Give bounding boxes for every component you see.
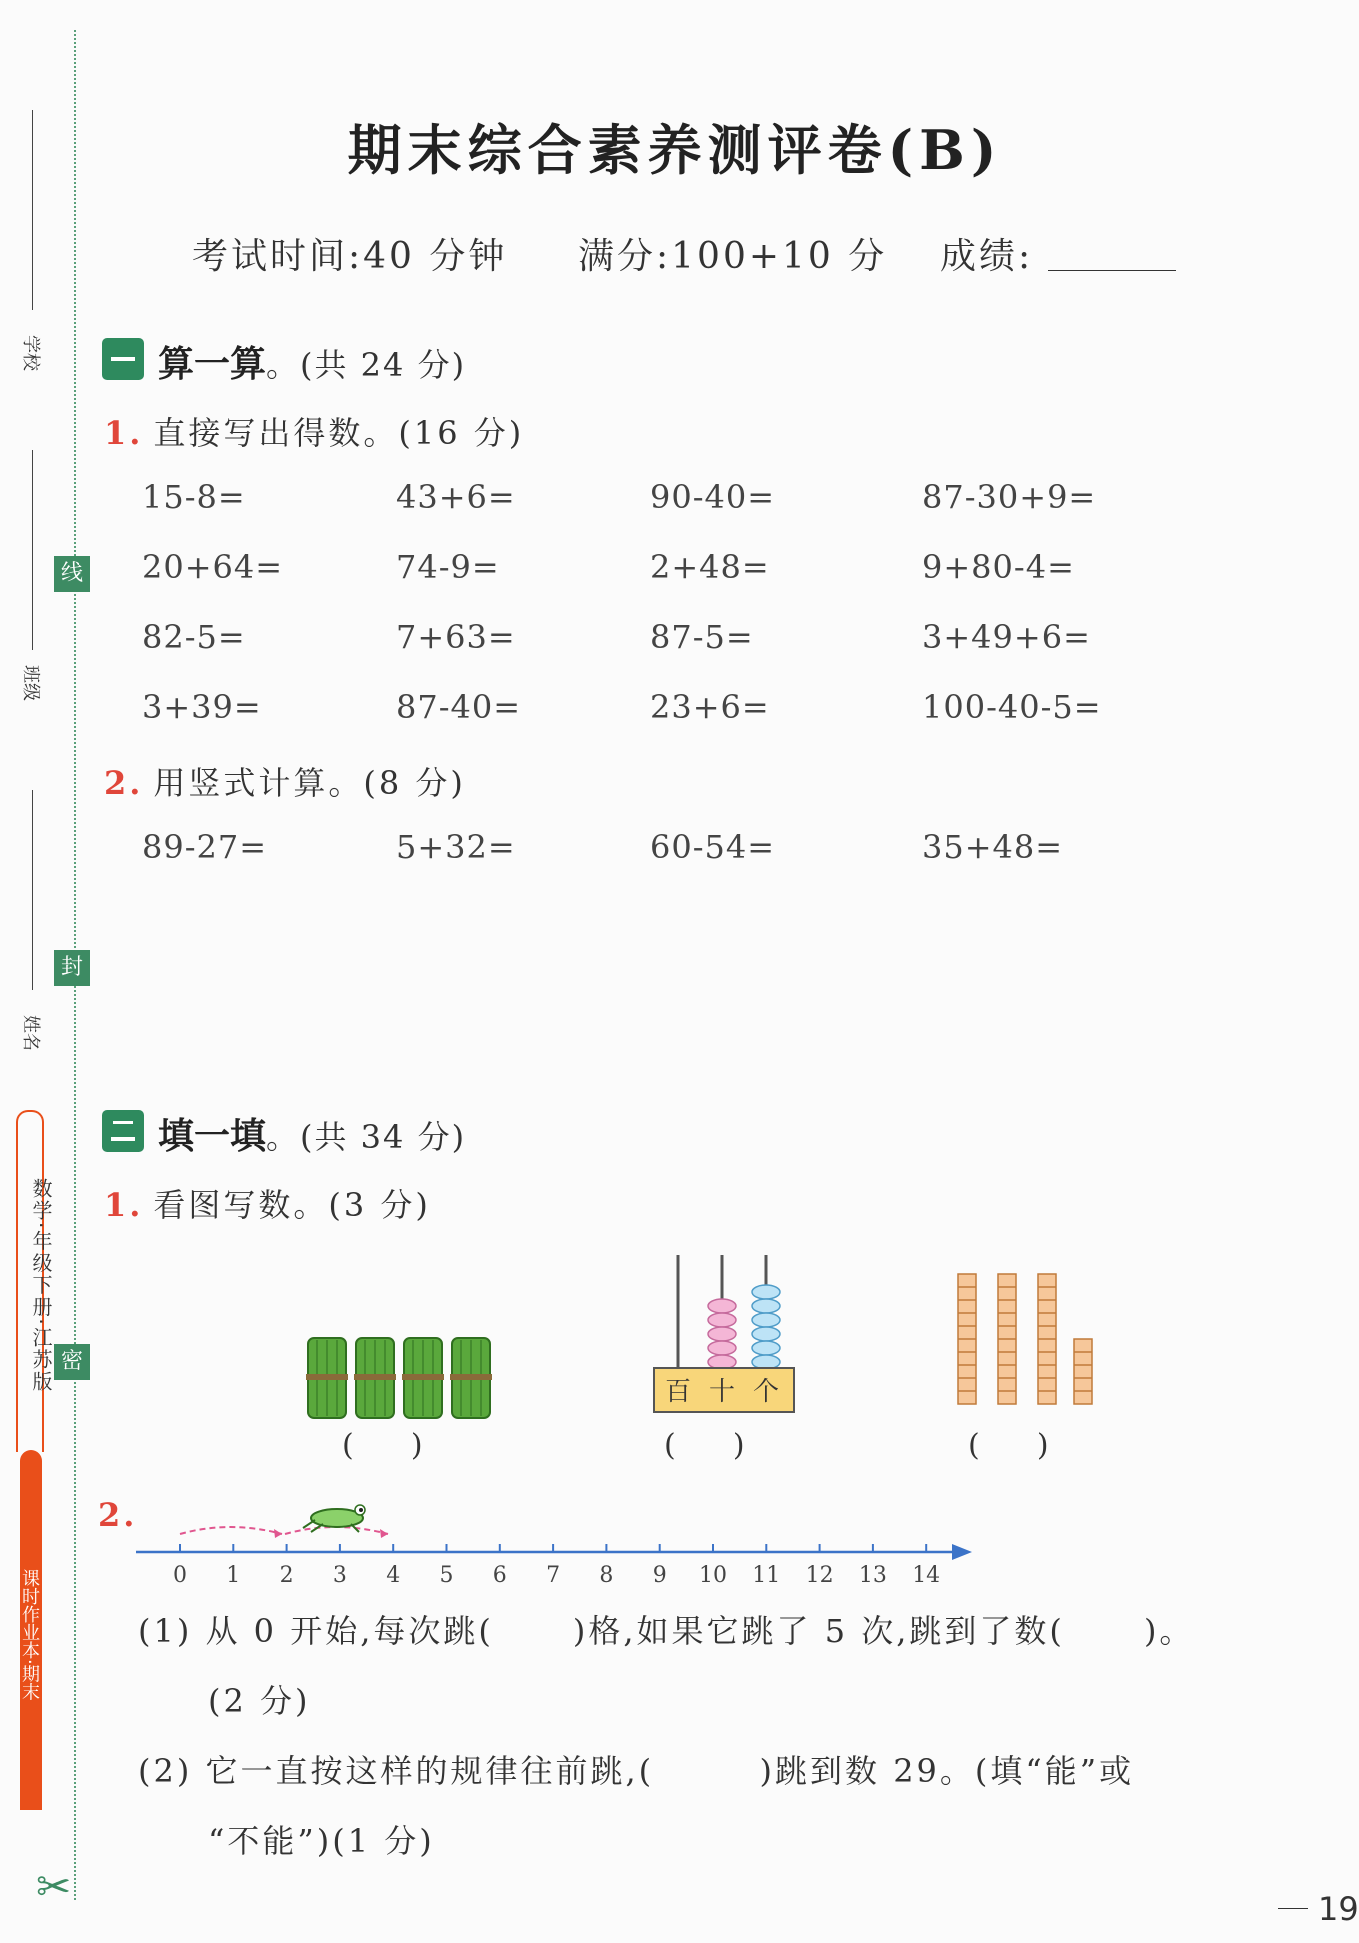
full-score: 满分:100+10 分 — [578, 236, 888, 277]
expr: 74-9= — [396, 548, 500, 586]
expr: 90-40= — [650, 478, 776, 516]
number-line-illustration — [130, 1490, 1000, 1590]
sidebar-label-school: 学校 — [20, 335, 41, 371]
abacus-illustration — [650, 1250, 800, 1415]
expr: 2+48= — [650, 548, 770, 586]
brand-text: 数学·年级下册·江苏版 — [29, 1177, 53, 1393]
answer-blank-abacus[interactable]: ( ) — [664, 1428, 745, 1463]
number-line-label: 7 — [546, 1563, 561, 1588]
stick-bundles-illustration — [300, 1320, 500, 1420]
abacus-label-hundreds: 百 — [664, 1377, 692, 1407]
expr: 100-40-5= — [922, 688, 1102, 726]
question-2-2-sub1: (1) 从 0 开始,每次跳( )格,如果它跳了 5 次,跳到了数( )。 — [138, 1612, 1195, 1650]
page-title: 期末综合素养测评卷(B) — [347, 118, 1003, 182]
answer-blank-blocks[interactable]: ( ) — [968, 1428, 1049, 1463]
scissors-icon: ✂ — [36, 1862, 72, 1911]
vertical-expr: 60-54= — [650, 828, 776, 866]
number-line-ticks — [173, 1544, 940, 1588]
question-1-2: 2. 用竖式计算。(8 分) — [104, 764, 466, 802]
number-line-label: 10 — [699, 1563, 727, 1588]
base-ten-blocks-illustration — [950, 1270, 1100, 1410]
expr: 20+64= — [142, 548, 284, 586]
section-badge-one — [102, 338, 144, 380]
number-line-label: 1 — [226, 1563, 241, 1588]
expr: 3+49+6= — [922, 618, 1091, 656]
section-two-title: 填一填。(共 34 分) — [158, 1116, 467, 1157]
section-one-title: 算一算。(共 24 分) — [158, 344, 467, 385]
tag-secret: 密 — [54, 1344, 90, 1380]
ten-rod — [998, 1274, 1016, 1404]
expr: 15-8= — [142, 478, 246, 516]
number-line-label: 4 — [386, 1563, 401, 1588]
vertical-expr: 35+48= — [922, 828, 1064, 866]
expr: 87-30+9= — [922, 478, 1097, 516]
question-1-1: 1. 直接写出得数。(16 分) — [104, 414, 525, 452]
sidebar-label-name: 姓名 — [20, 1015, 41, 1051]
expr: 23+6= — [650, 688, 770, 726]
expr: 43+6= — [396, 478, 516, 516]
sidebar-rule — [32, 790, 33, 990]
ten-rod — [1038, 1274, 1056, 1404]
question-2-2-sub2-hint: “不能”)(1 分) — [208, 1822, 435, 1860]
vertical-expr: 5+32= — [396, 828, 516, 866]
abacus-label-ones: 个 — [752, 1377, 780, 1407]
number-line-label: 6 — [492, 1563, 507, 1588]
stick-bundle — [354, 1338, 396, 1418]
number-line-label: 5 — [439, 1563, 454, 1588]
tens-beads — [708, 1299, 736, 1369]
expr: 87-40= — [396, 688, 522, 726]
stick-bundle — [450, 1338, 492, 1418]
number-line-label: 3 — [332, 1563, 347, 1588]
ten-rod — [958, 1274, 976, 1404]
number-line-label: 9 — [652, 1563, 667, 1588]
red-brand-text: 课时作业本·期末 — [19, 1569, 40, 1701]
score-label: 成绩: — [940, 236, 1034, 277]
unit-cubes — [1074, 1339, 1092, 1404]
tag-line: 线 — [54, 556, 90, 592]
section-badge-two — [102, 1110, 144, 1152]
expr: 82-5= — [142, 618, 246, 656]
tag-seal: 封 — [54, 950, 90, 986]
score-blank[interactable] — [1048, 270, 1176, 271]
number-line-label: 12 — [805, 1563, 834, 1588]
question-2-2-sub2: (2) 它一直按这样的规律往前跳,( )跳到数 29。(填“能”或 — [138, 1752, 1135, 1790]
number-line-label: 8 — [599, 1563, 614, 1588]
expr: 9+80-4= — [922, 548, 1075, 586]
frog-icon — [303, 1505, 365, 1532]
expr: 3+39= — [142, 688, 262, 726]
answer-blank-sticks[interactable]: ( ) — [342, 1428, 423, 1463]
jump-arc — [180, 1527, 282, 1534]
sidebar-rule — [32, 450, 33, 650]
stick-bundle — [402, 1338, 444, 1418]
expr: 7+63= — [396, 618, 516, 656]
sidebar-label-class: 班级 — [20, 665, 41, 701]
expr: 87-5= — [650, 618, 754, 656]
vertical-expr: 89-27= — [142, 828, 268, 866]
question-2-2-sub1-score: (2 分) — [208, 1682, 311, 1720]
exam-time: 考试时间:40 分钟 — [192, 236, 508, 277]
abacus-label-tens: 十 — [708, 1377, 736, 1407]
number-line-label: 14 — [912, 1563, 941, 1588]
question-2-1: 1. 看图写数。(3 分) — [104, 1186, 431, 1224]
number-line-label: 11 — [752, 1563, 781, 1588]
number-line-arrow — [952, 1544, 972, 1560]
page-number: 19 — [1318, 1890, 1359, 1928]
number-line-label: 13 — [858, 1563, 887, 1588]
question-2-2: 2. — [98, 1496, 138, 1534]
jump-arc — [285, 1527, 388, 1534]
stick-bundle — [306, 1338, 348, 1418]
ones-beads — [752, 1285, 780, 1369]
number-line-label: 2 — [279, 1563, 294, 1588]
number-line-label: 0 — [173, 1563, 187, 1588]
